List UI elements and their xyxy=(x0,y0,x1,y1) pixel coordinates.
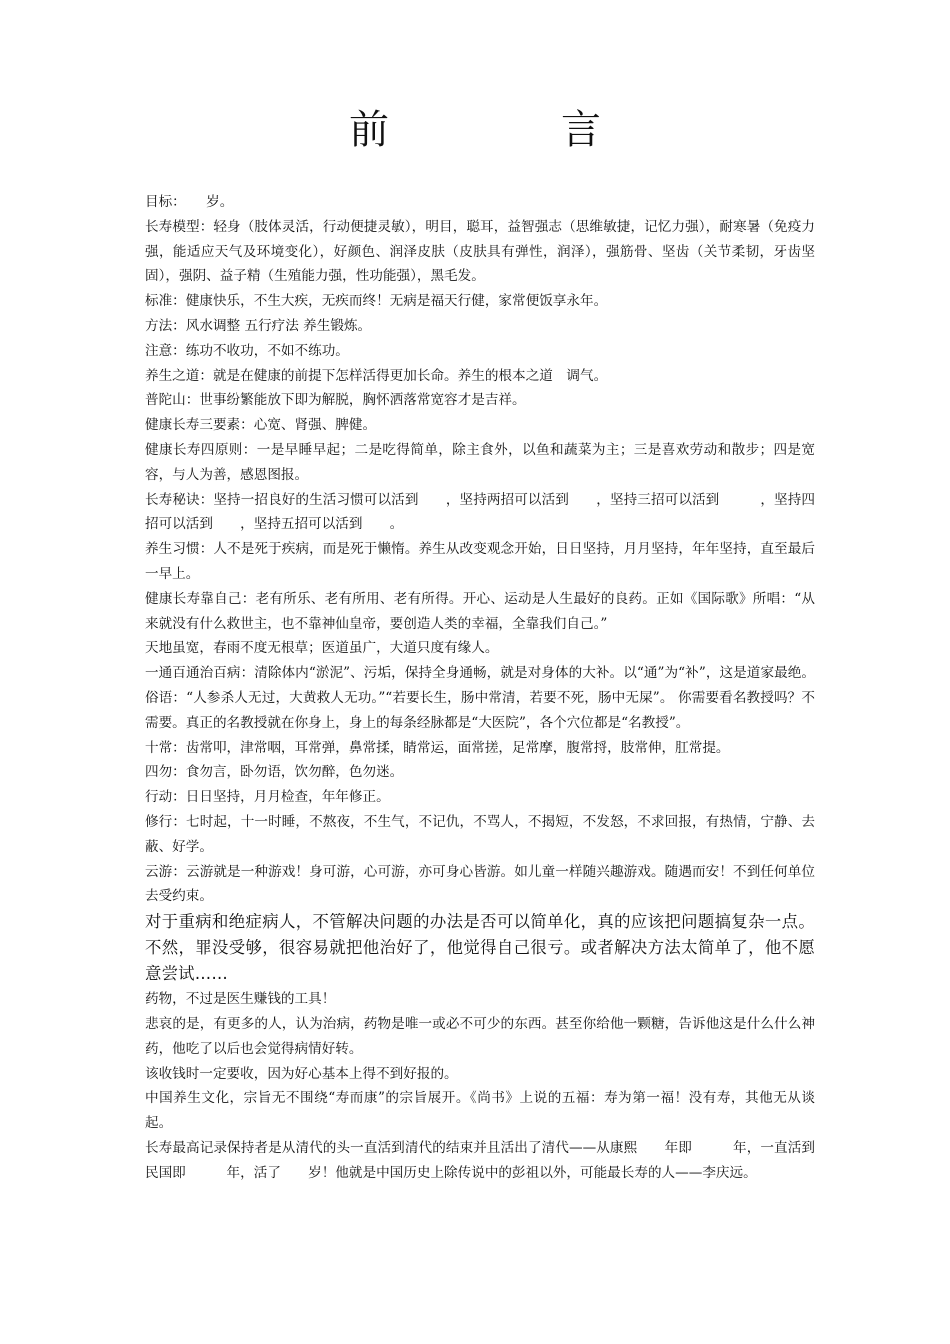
paragraph-longevity-model: 长寿模型：轻身（肢体灵活，行动便捷灵敏），明目，聪耳，益智强志（思维敏捷，记忆力强），耐寒暑（免疫力强，能适应天气及环境变化），好颜色、润泽皮肤（皮肤具有弹性，润泽），强筋骨、坚齿（关节柔韧，牙齿坚固），强阴、益子精（生殖能力强，性功能强），黑毛发。 xyxy=(145,218,815,285)
paragraph-putuo: 普陀山：世事纷繁能放下即为解脱，胸怀洒落常宽容才是吉祥。 xyxy=(145,392,526,409)
paragraph-culture: 中国养生文化，宗旨无不围绕“寿而康”的宗旨展开。《尚书》上说的五福：寿为第一福！没有寿，其他无从谈起。 xyxy=(145,1090,815,1132)
paragraph-fees: 该收钱时一定要收，因为好心基本上得不到好报的。 xyxy=(145,1065,458,1082)
paragraph-method: 方法：风水调整 五行疗法 养生锻炼。 xyxy=(145,317,372,334)
paragraph-saying: 天地虽宽，春雨不度无根草；医道虽广，大道只度有缘人。 xyxy=(145,640,499,657)
paragraph-self-reliance: 健康长寿靠自己：老有所乐、老有所用、老有所得。开心、运动是人生最好的良药。正如《国际歌》所唱：“从来就没有什么救世主，也不靠神仙皇帝，要创造人类的幸福，全靠我们自己。” xyxy=(145,590,815,632)
paragraph-note: 注意：练功不收功，不如不练功。 xyxy=(145,342,349,359)
paragraph-ten-constants: 十常：齿常叩，津常咽，耳常弹，鼻常揉，睛常运，面常搓，足常摩，腹常捋，肢常伸，肛常提。 xyxy=(145,739,730,756)
paragraph-goal: 目标： 岁。 xyxy=(145,194,234,210)
paragraph-medicine: 药物，不过是医生赚钱的工具！ xyxy=(145,991,336,1008)
paragraph-four-donts: 四勿：食勿言，卧勿语，饮勿醉，色勿迷。 xyxy=(145,764,404,781)
paragraph-record-holder: 长寿最高记录保持者是从清代的头一直活到清代的结束并且活出了清代——从康熙 年即 年，一直活到民国即 年，活了 岁！他就是中国历史上除传说中的彭祖以外，可能最长寿的人——李庆远。 xyxy=(145,1139,815,1181)
document-body xyxy=(145,190,815,1185)
paragraph-practice: 修行：七时起，十一时睡，不熬夜，不生气，不记仇，不骂人，不揭短，不发怒，不求回报，有热情，宁静、去蔽、好学。 xyxy=(145,813,815,855)
paragraph-four-principles: 健康长寿四原则：一是早睡早起；二是吃得简单，除主食外，以鱼和蔬菜为主；三是喜欢劳动和散步；四是宽容，与人为善，感恩图报。 xyxy=(145,441,815,483)
paragraph-wandering: 云游：云游就是一种游戏！身可游，心可游，亦可身心皆游。如儿童一样随兴趣游戏。随遇而安！不到任何单位去受约束。 xyxy=(145,863,815,905)
paragraph-three-elements: 健康长寿三要素：心宽、肾强、脾健。 xyxy=(145,417,377,434)
paragraph-standard: 标准：健康快乐，不生大疾，无疾而终！无病是福天行健，家常便饭享永年。 xyxy=(145,293,608,310)
paragraph-cleansing: 一通百通治百病：清除体内“淤泥”、污垢，保持全身通畅，就是对身体的大补。以“通”为“补”，这是道家最绝。俗语：“人参杀人无过，大黄救人无功。”“若要长生，肠中常清，若要不死，肠中无屎”。 你需要看名教授吗？不需要。真正的名教授就在你身上，身上的每条经脉都是“大医院”，各个穴位都是“名教授”。 xyxy=(145,665,815,731)
paragraph-secrets: 长寿秘诀：坚持一招良好的生活习惯可以活到 ，坚持两招可以活到 ，坚持三招可以活到 ，坚持四招可以活到 ，坚持五招可以活到 。 xyxy=(145,491,815,533)
paragraph-habits: 养生习惯：人不是死于疾病，而是死于懒惰。养生从改变观念开始，日日坚持，月月坚持，年年坚持，直至最后一早上。 xyxy=(145,541,815,582)
paragraph-serious-illness: 对于重病和绝症病人，不管解决问题的办法是否可以简单化，真的应该把问题搞复杂一点。不然，罪没受够，很容易就把他治好了，他觉得自己很亏。或者解决方法太简单了，他不愿意尝试…… xyxy=(145,912,815,984)
page-title: 前 言 xyxy=(349,107,667,153)
paragraph-action: 行动：日日坚持，月月检查，年年修正。 xyxy=(145,789,390,806)
paragraph-sadness: 悲哀的是，有更多的人，认为治病，药物是唯一或必不可少的东西。甚至你给他一颗糖，告诉他这是什么什么神药，他吃了以后也会觉得病情好转。 xyxy=(145,1015,815,1057)
paragraph-way-of-health: 养生之道：就是在健康的前提下怎样活得更加长命。养生的根本之道 调气。 xyxy=(145,367,608,384)
